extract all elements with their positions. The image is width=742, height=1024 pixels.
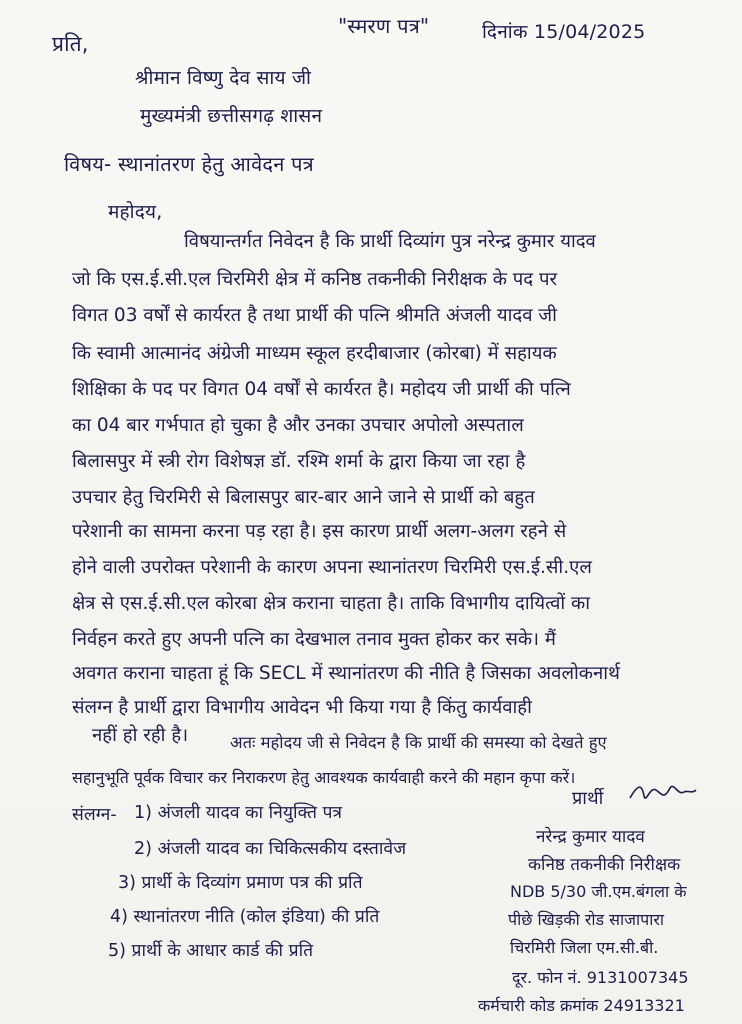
enclosure-item: 5) प्रार्थी के आधार कार्ड की प्रति bbox=[108, 941, 314, 961]
addressee-office: मुख्यमंत्री छत्तीसगढ़ शासन bbox=[140, 105, 323, 127]
enclosure-number: 1 bbox=[134, 803, 146, 823]
letter-title: "स्मरण पत्र" bbox=[338, 14, 430, 38]
body-line: परेशानी का सामना करना पड़ रहा है। इस कारण प्रार्थी अलग-अलग रहने से bbox=[72, 521, 567, 542]
salutation: महोदय, bbox=[108, 201, 163, 223]
body-line: उपचार हेतु चिरमिरी से बिलासपुर बार-बार आने जाने से प्रार्थी को बहुत bbox=[72, 487, 535, 508]
body-line: शिक्षिका के पद पर विगत 04 वर्षों से कार्यरत है। महोदय जी प्रार्थी की पत्नि bbox=[72, 379, 571, 400]
addressee-name: श्रीमान विष्णु देव साय जी bbox=[135, 67, 312, 89]
letter-date: दिनांक 15/04/2025 bbox=[482, 21, 646, 43]
address-line: चिरमिरी जिला एम.सी.बी. bbox=[510, 938, 659, 957]
signature-label: प्रार्थी bbox=[572, 788, 604, 809]
body-line: विषयान्तर्गत निवेदन है कि प्रार्थी दिव्यांग पुत्र नरेन्द्र कुमार यादव bbox=[184, 231, 596, 252]
enclosure-text: प्रार्थी के दिव्यांग प्रमाण पत्र की प्रति bbox=[141, 873, 363, 893]
enclosure-label: संलग्न- bbox=[72, 805, 117, 825]
signatory-name: नरेन्द्र कुमार यादव bbox=[536, 827, 645, 847]
body-line: निर्वहन करते हुए अपनी पत्नि का देखभाल तनाव मुक्त होकर कर सके। मैं bbox=[72, 629, 556, 650]
signatory-designation: कनिष्ठ तकनीकी निरीक्षक bbox=[528, 855, 681, 875]
enclosure-text: प्रार्थी के आधार कार्ड की प्रति bbox=[131, 941, 314, 961]
enclosure-item: 3) प्रार्थी के दिव्यांग प्रमाण पत्र की प्रति bbox=[118, 873, 363, 893]
enclosure-text: अंजली यादव का चिकित्सकीय दस्तावेज bbox=[157, 839, 407, 859]
body-line: विगत 03 वर्षों से कार्यरत है तथा प्रार्थी की पत्नि श्रीमति अंजली यादव जी bbox=[72, 305, 557, 326]
body-line: होने वाली उपरोक्त परेशानी के कारण अपना स्थानांतरण चिरमिरी एस.ई.सी.एल bbox=[72, 557, 592, 578]
body-line: कि स्वामी आत्मानंद अंग्रेजी माध्यम स्कूल हरदीबाजार (कोरबा) में सहायक bbox=[72, 343, 557, 364]
enclosure-item: 4) स्थानांतरण नीति (कोल इंडिया) की प्रति bbox=[110, 907, 380, 927]
enclosure-text: स्थानांतरण नीति (कोल इंडिया) की प्रति bbox=[133, 907, 380, 927]
closing-line: सहानुभूति पूर्वक विचार कर निराकरण हेतु आवश्यक कार्यवाही करने की महान कृपा करें। bbox=[72, 768, 576, 787]
address-line: NDB 5/30 जी.एम.बंगला के bbox=[510, 882, 687, 901]
signature-scribble bbox=[628, 780, 698, 806]
enclosure-text: अंजली यादव का नियुक्ति पत्र bbox=[157, 803, 343, 823]
enclosure-item: 2) अंजली यादव का चिकित्सकीय दस्तावेज bbox=[134, 839, 407, 859]
body-line: का 04 बार गर्भपात हो चुका है और उनका उपचार अपोलो अस्पताल bbox=[72, 415, 524, 436]
enclosure-number: 4 bbox=[110, 907, 122, 927]
subject-line: विषय- स्थानांतरण हेतु आवेदन पत्र bbox=[64, 152, 314, 176]
body-line: क्षेत्र से एस.ई.सी.एल कोरबा क्षेत्र कराना चाहता है। ताकि विभागीय दायित्वों का bbox=[72, 593, 591, 614]
enclosure-number: 5 bbox=[108, 941, 120, 961]
closing-line: अतः महोदय जी से निवेदन है कि प्रार्थी की समस्या को देखते हुए bbox=[230, 733, 607, 752]
recipient-prefix: प्रति, bbox=[52, 32, 89, 56]
phone-number: दूर. फोन नं. 9131007345 bbox=[512, 968, 689, 987]
enclosure-number: 2 bbox=[134, 839, 146, 859]
body-line: संलग्न है प्रार्थी द्वारा विभागीय आवेदन भी किया गया है किंतु कार्यवाही bbox=[72, 697, 532, 718]
enclosure-number: 3 bbox=[118, 873, 130, 893]
body-line: बिलासपुर में स्त्री रोग विशेषज्ञ डॉ. रश्मि शर्मा के द्वारा किया जा रहा है bbox=[72, 451, 526, 472]
employee-code: कर्मचारी कोड क्रमांक 24913321 bbox=[478, 996, 685, 1015]
body-line: जो कि एस.ई.सी.एल चिरमिरी क्षेत्र में कनिष्ठ तकनीकी निरीक्षक के पद पर bbox=[72, 269, 558, 290]
address-line: पीछे खिड़की रोड साजापारा bbox=[508, 910, 665, 929]
body-line: नहीं हो रही है। bbox=[92, 725, 189, 746]
enclosure-item: 1) अंजली यादव का नियुक्ति पत्र bbox=[134, 803, 343, 823]
body-line: अवगत कराना चाहता हूं कि SECL में स्थानांतरण की नीति है जिसका अवलोकनार्थ bbox=[72, 663, 620, 684]
